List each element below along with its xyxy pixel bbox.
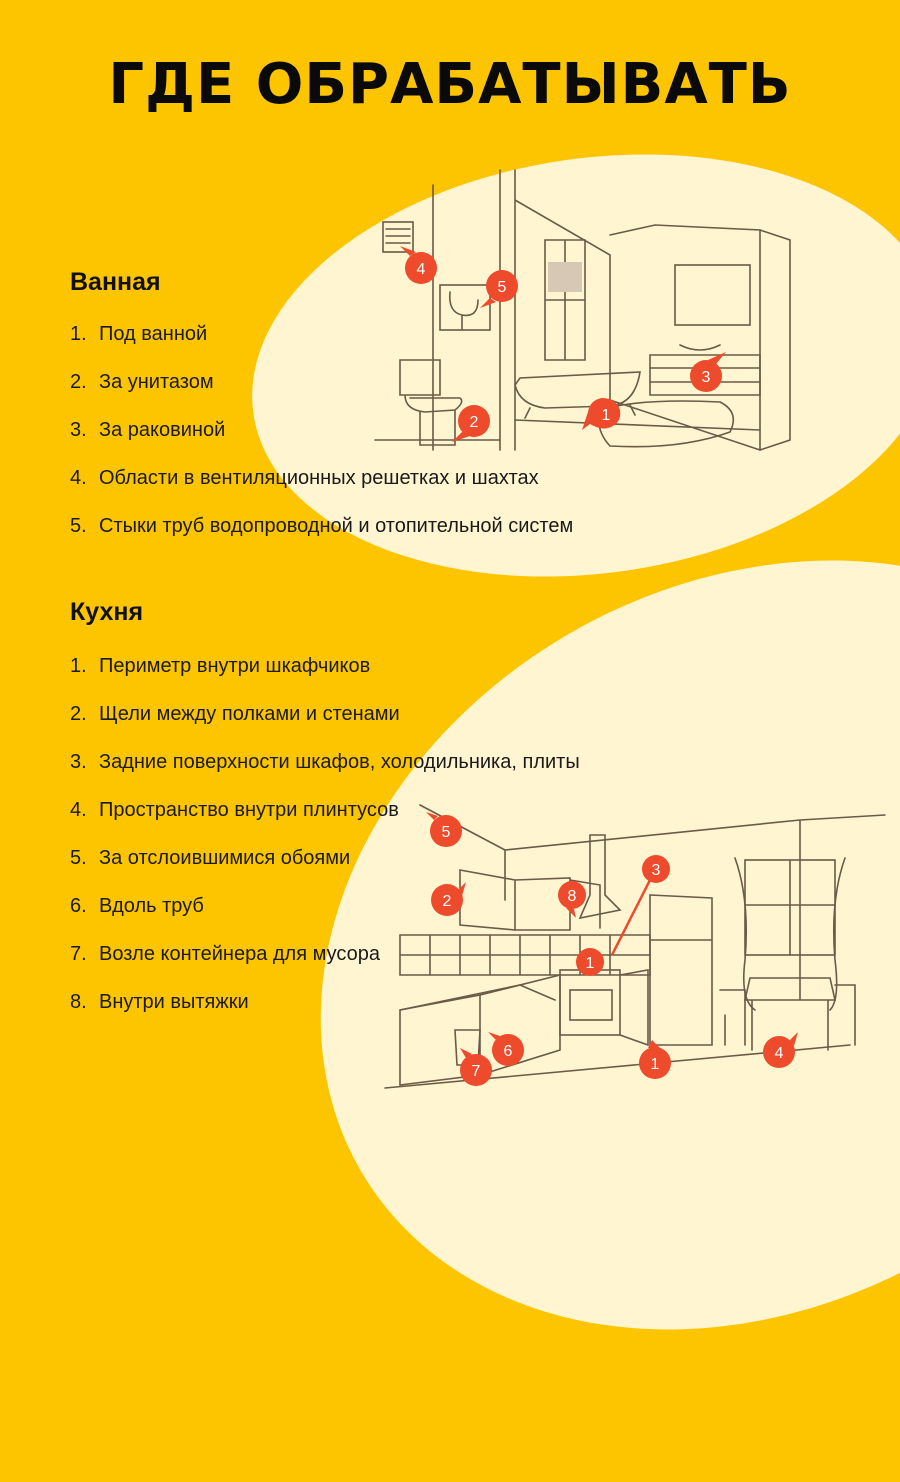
list-item: 8. Внутри вытяжки [70,991,249,1013]
svg-text:1: 1 [650,1056,660,1073]
list-item: 2. За унитазом [70,371,214,393]
list-item: 5. Стыки труб водопроводной и отопительной систем [70,515,574,537]
svg-text:6: 6 [503,1043,513,1060]
kitchen-marker-1-top [576,948,604,976]
list-item: 2. Щели между полками и стенами [70,703,400,725]
svg-text:2: 2 [442,893,452,910]
svg-text:4: 4 [774,1045,784,1062]
bathroom-heading: Ванная [70,268,161,296]
kitchen-marker-4 [763,1032,798,1068]
list-item: 4. Пространство внутри плинтусов [70,799,399,821]
list-item: 3. За раковиной [70,419,226,441]
svg-text:8: 8 [567,888,577,905]
svg-text:4: 4 [416,261,426,278]
bathroom-marker-3 [690,352,726,392]
kitchen-marker-3 [642,855,670,883]
list-item: 1. Под ванной [70,323,208,345]
kitchen-marker-3-pointer [612,880,650,955]
list-item: 3. Задние поверхности шкафов, холодильника, плиты [70,751,580,773]
bathroom-list [70,323,573,563]
svg-text:5: 5 [441,824,451,841]
list-item: 5. За отслоившимися обоями [70,847,351,869]
svg-text:7: 7 [471,1063,481,1080]
page-title: ГДЕ ОБРАБАТЫВАТЬ [108,52,792,117]
list-item: 6. Вдоль труб [70,895,204,917]
kitchen-list [70,655,580,1039]
list-item: 7. Возле контейнера для мусора [70,943,380,965]
kitchen-marker-7 [460,1048,492,1086]
list-item: 1. Периметр внутри шкафчиков [70,655,371,677]
bathroom-marker-4 [400,246,437,284]
svg-text:5: 5 [497,279,507,296]
svg-text:3: 3 [701,369,711,386]
svg-text:3: 3 [651,862,661,879]
kitchen-heading: Кухня [70,598,144,626]
bathroom-marker-5 [480,270,518,308]
list-item: 4. Области в вентиляционных решетках и шахтах [70,467,539,489]
svg-text:1: 1 [585,955,595,972]
svg-text:1: 1 [601,407,611,424]
svg-text:2: 2 [469,414,479,431]
bathroom-marker-1 [582,398,620,430]
kitchen-marker-1-bottom [639,1040,671,1079]
